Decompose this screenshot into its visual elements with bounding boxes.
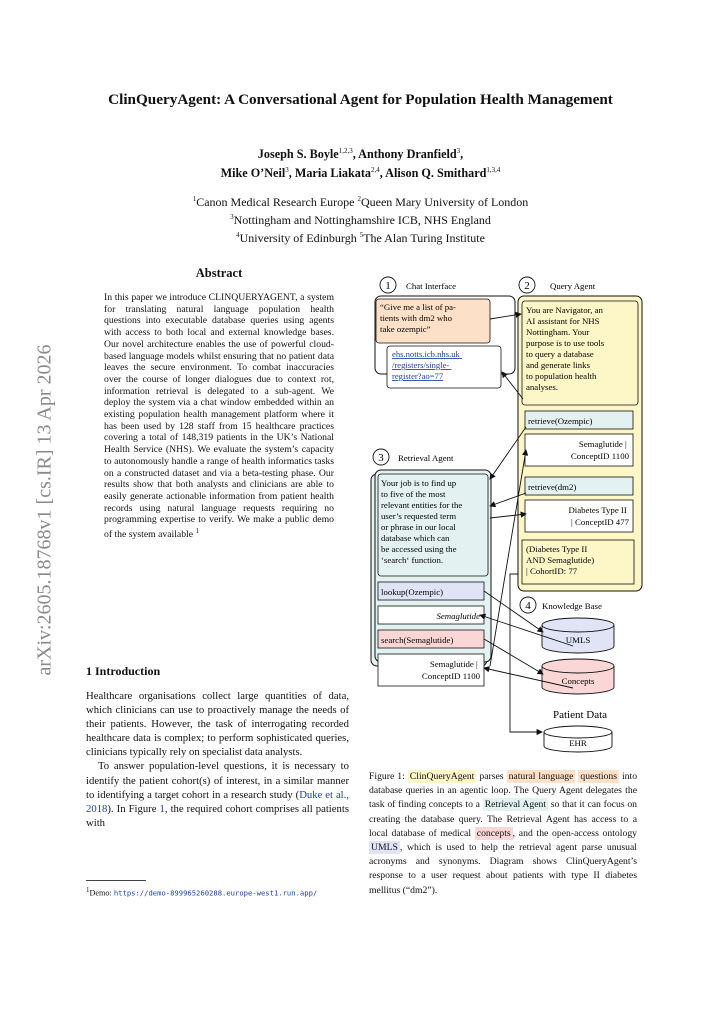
- caption-text: parses: [479, 771, 504, 782]
- tool-result-text: Semaglutide | ConceptID 1100: [421, 659, 480, 681]
- tool-call-text: lookup(Ozempic): [381, 587, 444, 597]
- section-heading-introduction: 1 Introduction: [86, 664, 161, 678]
- author-affiliation-mark: 2,4: [371, 166, 380, 175]
- affiliations: [80, 192, 641, 246]
- demo-url-link[interactable]: https://demo-899965260288.europe-west1.run.app/: [113, 888, 318, 898]
- citation-link[interactable]: Duke et al., 2018: [86, 788, 349, 815]
- umls-label: UMLS: [565, 635, 591, 645]
- step-number: 2: [524, 280, 530, 292]
- author-name: Joseph S. Boyle: [257, 147, 339, 162]
- ehr-database-cylinder: [544, 726, 612, 752]
- author-affiliation-mark: 1,3,4: [486, 166, 501, 175]
- caption-label: Figure 1:: [369, 771, 405, 782]
- arrow-search-to-concepts: [484, 639, 543, 674]
- step-number: 1: [385, 280, 391, 292]
- user-message-text: “Give me a list of pa- tients with dm2 who take ozempic”: [380, 302, 456, 334]
- arxiv-identifier-text: arXiv:2605.18768v1 [cs.IR] 13 Apr 2026: [33, 344, 56, 676]
- retrieval-agent-prompt-text: Your job is to find up to five of the most relevant entities for the user’s requested term or phrase in our local database which can be accessed using the ‘search‘ function.: [381, 478, 463, 565]
- concepts-database-cylinder: [542, 659, 614, 694]
- caption-highlight-teal: Retrieval Agent: [484, 799, 547, 811]
- text-run: , the required cohort comprises all patients with: [86, 802, 349, 829]
- affiliation-number: 2: [357, 195, 361, 203]
- caption-highlight-pink: concepts: [476, 827, 511, 839]
- affiliation: University of Edinburgh: [239, 231, 360, 245]
- affiliation: The Alan Turing Institute: [363, 231, 485, 245]
- footnote-label: Demo:: [89, 888, 114, 898]
- caption-text: , and the open-access ontology: [512, 827, 638, 839]
- tool-result-text: Semaglutide | ConceptID 1100: [570, 439, 629, 461]
- ehr-label: EHR: [569, 738, 587, 748]
- caption-text: , which is used to help the retrieval agent parse unusual acronyms and synonyms. Diagram shows ClinQueryAgent’s response to a user request about patients with type II diabetes mellitus (“dm2”).: [369, 842, 637, 896]
- footnote-number: 1: [86, 886, 90, 894]
- architecture-diagram: [368, 274, 644, 764]
- affiliation: Nottingham and Nottinghamshire ICB, NHS England: [233, 213, 491, 227]
- affiliation-number: 1: [192, 195, 197, 203]
- author-affiliation-mark: 3: [456, 147, 461, 155]
- author-name: Mike O’Neil: [220, 166, 286, 181]
- concepts-label: Concepts: [561, 676, 595, 686]
- tool-result-text: Diabetes Type II | ConceptID 477: [568, 505, 629, 527]
- affiliation: Canon Medical Research Europe: [196, 195, 358, 209]
- figure-ref-link[interactable]: 1: [159, 802, 165, 815]
- query-agent-prompt-text: You are Navigator, an AI assistant for NHS Nottingham. Your purpose is to use tools to query a database and generate links to population health analyses.: [526, 305, 605, 392]
- introduction-body: [86, 689, 349, 830]
- caption-text: into database queries in an agentic loop. The Query Agent delegates the task of finding concepts to a: [369, 771, 638, 811]
- knowledge-base-panel: [520, 597, 614, 752]
- affiliation-number: 4: [236, 231, 240, 239]
- footnote: [86, 885, 356, 899]
- tool-call-text: retrieve(dm2): [528, 482, 577, 492]
- author-name: Anthony Dranfield: [358, 147, 457, 162]
- author-name: Alison Q. Smithard: [385, 166, 487, 181]
- tool-call-text: retrieve(Ozempic): [528, 416, 593, 426]
- cohort-register-link[interactable]: ehs.notts.icb.nhs.uk /registers/single- register?ao=77: [392, 349, 460, 381]
- tool-result-text: Semaglutide: [436, 611, 480, 621]
- umls-database-cylinder: [542, 618, 614, 653]
- caption-highlight-orange: questions: [580, 771, 617, 782]
- abstract-heading: Abstract: [195, 266, 243, 280]
- affiliation-number: 5: [359, 231, 364, 239]
- caption-highlight-orange: natural language: [508, 771, 574, 782]
- abstract-text: In this paper we introduce CLINQUERYAGENT, a system for translating natural language population health questions into executable database queries using agents with access to both local and external knowledge bases. Our novel architecture enables the use of powerful cloud-based language models whilst ensuring that no patient data leaves the secure environment. To combat inaccuracies over the course of longer dialogues due to context rot, information retrieval is delegated to a sub-agent. We deploy the system via a chat window embedded within an existing population health management platform where it has been used by 128 staff from 15 healthcare practices covering a total of 148,319 patients in the UK’s National Health Service (NHS). We evaluate the system’s capacity to autonomously handle a range of health informatics tasks on a constructed dataset and via a beta-testing phase. Our results show that both analysts and clinicians are able to easily generate actionable information from patient health records using natural language requests requiring no programming expertise to verify. We make a public demo of the system available: [104, 292, 334, 541]
- panel-heading-retrieval-agent: Retrieval Agent: [398, 453, 454, 463]
- figure-1-caption: [369, 770, 637, 898]
- footnote-mark[interactable]: 1: [195, 527, 199, 536]
- query-agent-panel: [518, 277, 642, 591]
- caption-highlight-blue: UMLS: [371, 842, 398, 854]
- arxiv-identifier: [30, 330, 60, 690]
- panel-heading-chat-interface: Chat Interface: [406, 281, 457, 291]
- step-number: 3: [378, 452, 384, 464]
- paper-title: ClinQueryAgent: A Conversational Agent for Population Health Management: [108, 91, 613, 108]
- author-affiliation-mark: 3: [285, 166, 289, 175]
- text-run: ). In Figure: [107, 802, 160, 815]
- cohort-query-text: (Diabetes Type II AND Semaglutide) | CohortID: 77: [526, 544, 595, 576]
- intro-paragraph-1: Healthcare organisations collect large quantities of data, which clinicians can use to proactively manage the needs of their patients. However, the task of interrogating recorded healthcare data is complex; to perform sophisticated queries, clinicians typically rely on specialist data analysts.: [86, 690, 349, 759]
- caption-text: so that it can focus on creating the database query. The Retrieval Agent has access to a local database of medical: [369, 799, 638, 839]
- tool-call-text: search(Semaglutide): [381, 635, 454, 645]
- abstract-body: [104, 292, 334, 541]
- panel-heading-query-agent: Query Agent: [550, 281, 596, 291]
- intro-paragraph-2: [86, 759, 349, 829]
- footnote-rule: [86, 880, 146, 881]
- patient-data-heading: Patient Data: [552, 709, 608, 721]
- panel-heading-knowledge-base: Knowledge Base: [542, 601, 602, 611]
- text-run: To answer population-level questions, it is necessary to identify the patient cohort(s) of interest, in a similar manner to identifying a target cohort in a research study (: [86, 760, 349, 801]
- author-list: Joseph S. Boyle$^{1,2,3}$, Anthony Dranfield$^3$, Mike O’Neil$^3$, Maria Liakata$^{2,4}$, Alison Q. Smithard$^{1,3,4}$: [220, 147, 501, 181]
- retrieval-agent-panel: [371, 449, 491, 686]
- author-affiliation-mark: 1,2,3: [338, 147, 353, 155]
- chat-interface-panel: [375, 277, 515, 388]
- caption-highlight-yellow: ClinQueryAgent: [409, 771, 475, 782]
- step-number: 4: [525, 600, 531, 612]
- figure-1-diagram: [368, 274, 644, 764]
- affiliation-number: 3: [230, 213, 234, 221]
- affiliation: Queen Mary University of London: [360, 195, 529, 209]
- author-name: Maria Liakata: [294, 166, 371, 181]
